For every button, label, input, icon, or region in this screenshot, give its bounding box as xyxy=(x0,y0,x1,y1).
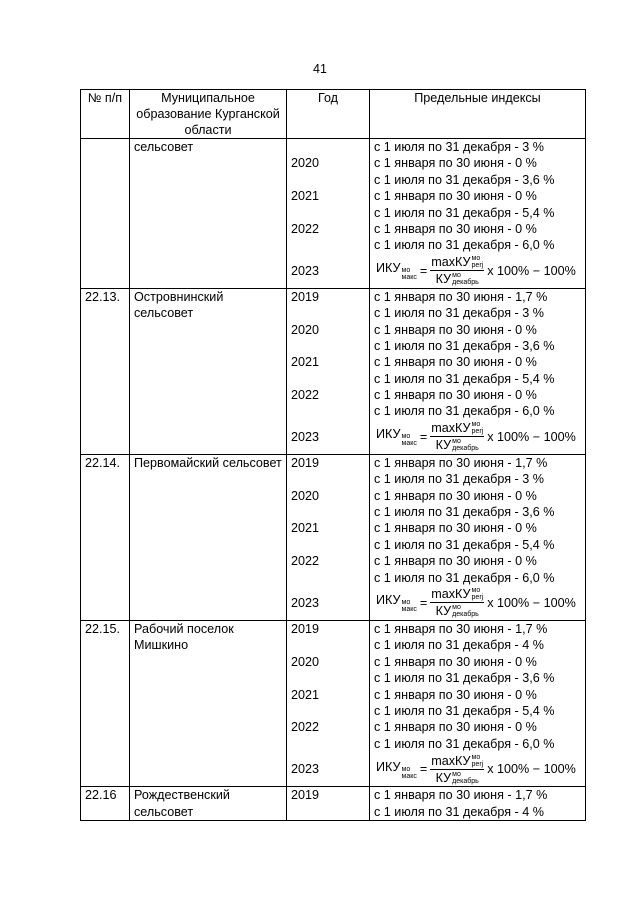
row-number: 22.14. xyxy=(81,454,130,620)
index-line: с 1 января по 30 июня - 0 % xyxy=(374,355,537,370)
year-value: 2023 xyxy=(291,595,320,610)
municipality-name: сельсовет xyxy=(130,139,287,289)
row-number: 22.15. xyxy=(81,620,130,786)
formula-num-sub: perj xyxy=(471,594,484,602)
header-indexes: Предельные индексы xyxy=(370,90,586,139)
indexes-cell xyxy=(370,787,586,821)
table-row xyxy=(81,454,586,620)
formula-den-sup: мо xyxy=(452,438,461,446)
table-row xyxy=(81,620,586,786)
index-formula xyxy=(374,752,581,786)
formula-fraction xyxy=(430,587,484,618)
index-line: с 1 января по 30 июня - 1,7 % xyxy=(374,621,548,636)
formula-equals: = xyxy=(419,595,428,610)
formula-num-sub: perj xyxy=(471,428,484,436)
formula-numerator: maxКУ xyxy=(431,753,471,768)
year-value: 2021 xyxy=(291,189,320,204)
year-value: 2020 xyxy=(291,322,320,337)
formula-equals: = xyxy=(419,263,428,278)
formula-den-sub: декабрь xyxy=(452,279,479,287)
index-line: с 1 января по 30 июня - 1,7 % xyxy=(374,788,548,803)
formula-lhs-sup: мо xyxy=(401,765,411,773)
formula-lhs: ИКУ xyxy=(376,593,401,608)
year-cell xyxy=(287,787,370,821)
municipality-name: Первомайский сельсовет xyxy=(130,454,287,620)
table-body xyxy=(81,139,586,821)
table-row xyxy=(81,139,586,289)
year-value: 2023 xyxy=(291,429,320,444)
formula-denominator: КУ xyxy=(435,770,452,785)
row-number: 22.16 xyxy=(81,787,130,821)
year-value: 2021 xyxy=(291,521,320,536)
index-line: с 1 января по 30 июня - 0 % xyxy=(374,521,537,536)
formula-fraction xyxy=(430,255,484,286)
formula-rest: x 100% − 100% xyxy=(487,429,576,444)
formula-lhs-sup: мо xyxy=(401,267,411,275)
index-line: с 1 января по 30 июня - 0 % xyxy=(374,322,537,337)
limits-table xyxy=(80,89,586,821)
formula-lhs-sub: макс xyxy=(401,440,417,448)
municipality-name: Островнинский сельсовет xyxy=(130,288,287,454)
row-number xyxy=(81,139,130,289)
index-line: с 1 июля по 31 декабря - 5,4 % xyxy=(374,537,555,552)
formula-numerator: maxКУ xyxy=(431,421,471,436)
formula-num-sup: мо xyxy=(471,753,481,761)
formula-lhs-sub: макс xyxy=(401,772,417,780)
year-value: 2020 xyxy=(291,654,320,669)
formula-den-sub: декабрь xyxy=(452,777,479,785)
year-cell xyxy=(287,139,370,289)
year-value: 2021 xyxy=(291,355,320,370)
index-line: с 1 января по 30 июня - 1,7 % xyxy=(374,455,548,470)
formula-rest: x 100% − 100% xyxy=(487,761,576,776)
year-value: 2020 xyxy=(291,156,320,171)
formula-den-sup: мо xyxy=(452,770,461,778)
formula-den-sub: декабрь xyxy=(452,445,479,453)
table-row xyxy=(81,787,586,821)
index-line: с 1 июля по 31 декабря - 3 % xyxy=(374,306,544,321)
year-cell xyxy=(287,454,370,620)
index-line: с 1 января по 30 июня - 1,7 % xyxy=(374,289,548,304)
index-line: с 1 января по 30 июня - 0 % xyxy=(374,388,537,403)
index-line: с 1 января по 30 июня - 0 % xyxy=(374,554,537,569)
formula-num-sup: мо xyxy=(471,421,481,429)
index-formula xyxy=(374,254,581,288)
year-value: 2019 xyxy=(291,455,320,470)
year-value: 2022 xyxy=(291,221,320,236)
index-line: с 1 июля по 31 декабря - 3 % xyxy=(374,472,544,487)
index-line: с 1 января по 30 июня - 0 % xyxy=(374,221,537,236)
index-line: с 1 января по 30 июня - 0 % xyxy=(374,720,537,735)
header-number: № п/п xyxy=(81,90,130,139)
index-line: с 1 июля по 31 декабря - 5,4 % xyxy=(374,703,555,718)
index-line: с 1 января по 30 июня - 0 % xyxy=(374,156,537,171)
table-header-row xyxy=(81,90,586,139)
formula-equals: = xyxy=(419,429,428,444)
year-value: 2019 xyxy=(291,621,320,636)
formula-lhs: ИКУ xyxy=(376,759,401,774)
year-value: 2023 xyxy=(291,762,320,777)
index-line: с 1 января по 30 июня - 0 % xyxy=(374,654,537,669)
year-cell xyxy=(287,620,370,786)
year-value: 2020 xyxy=(291,488,320,503)
formula-lhs-sub: макс xyxy=(401,606,417,614)
formula-lhs-sub: макс xyxy=(401,274,417,282)
header-year: Год xyxy=(287,90,370,139)
year-value: 2022 xyxy=(291,720,320,735)
header-municipality: Муниципальное образование Курганской области xyxy=(130,90,287,139)
formula-lhs: ИКУ xyxy=(376,427,401,442)
year-value: 2021 xyxy=(291,687,320,702)
municipality-name: Рабочий поселок Мишкино xyxy=(130,620,287,786)
formula-den-sup: мо xyxy=(452,272,461,280)
formula-num-sup: мо xyxy=(471,587,481,595)
index-line: с 1 июля по 31 декабря - 3 % xyxy=(374,140,544,154)
index-line: с 1 июля по 31 декабря - 6,0 % xyxy=(374,404,555,419)
municipality-name: Рождественский сельсовет xyxy=(130,787,287,821)
formula-denominator: КУ xyxy=(435,604,452,619)
year-value: 2022 xyxy=(291,388,320,403)
table-row xyxy=(81,288,586,454)
formula-lhs-sup: мо xyxy=(401,599,411,607)
formula-equals: = xyxy=(419,761,428,776)
formula-num-sub: perj xyxy=(471,760,484,768)
index-line: с 1 июля по 31 декабря - 5,4 % xyxy=(374,371,555,386)
indexes-cell xyxy=(370,620,586,786)
index-line: с 1 января по 30 июня - 0 % xyxy=(374,687,537,702)
formula-num-sup: мо xyxy=(471,255,481,263)
year-value: 2019 xyxy=(291,289,320,304)
indexes-cell xyxy=(370,139,586,289)
index-formula xyxy=(374,586,581,620)
index-line: с 1 июля по 31 декабря - 3,6 % xyxy=(374,172,555,187)
indexes-cell xyxy=(370,288,586,454)
formula-rest: x 100% − 100% xyxy=(487,595,576,610)
index-line: с 1 июля по 31 декабря - 6,0 % xyxy=(374,238,555,253)
index-line: с 1 июля по 31 декабря - 3,6 % xyxy=(374,505,555,520)
formula-fraction xyxy=(430,421,484,452)
formula-num-sub: perj xyxy=(471,262,484,270)
page-number: 41 xyxy=(313,62,327,76)
formula-lhs-sup: мо xyxy=(401,433,411,441)
row-number: 22.13. xyxy=(81,288,130,454)
formula-den-sub: декабрь xyxy=(452,611,479,619)
formula-denominator: КУ xyxy=(435,438,452,453)
indexes-cell xyxy=(370,454,586,620)
index-line: с 1 июля по 31 декабря - 3,6 % xyxy=(374,671,555,686)
year-value: 2023 xyxy=(291,263,320,278)
formula-numerator: maxКУ xyxy=(431,587,471,602)
formula-rest: x 100% − 100% xyxy=(487,263,576,278)
index-line: с 1 июля по 31 декабря - 5,4 % xyxy=(374,205,555,220)
index-line: с 1 июля по 31 декабря - 4 % xyxy=(374,804,544,819)
formula-lhs: ИКУ xyxy=(376,261,401,276)
index-line: с 1 июля по 31 декабря - 6,0 % xyxy=(374,736,555,751)
formula-den-sup: мо xyxy=(452,604,461,612)
formula-fraction xyxy=(430,754,484,785)
index-formula xyxy=(374,420,581,454)
year-cell xyxy=(287,288,370,454)
index-line: с 1 июля по 31 декабря - 3,6 % xyxy=(374,338,555,353)
year-value: 2022 xyxy=(291,554,320,569)
index-line: с 1 июля по 31 декабря - 6,0 % xyxy=(374,570,555,585)
formula-denominator: КУ xyxy=(435,272,452,287)
index-line: с 1 июля по 31 декабря - 4 % xyxy=(374,638,544,653)
year-value: 2019 xyxy=(291,788,320,803)
index-line: с 1 января по 30 июня - 0 % xyxy=(374,189,537,204)
formula-numerator: maxКУ xyxy=(431,255,471,270)
index-line: с 1 января по 30 июня - 0 % xyxy=(374,488,537,503)
